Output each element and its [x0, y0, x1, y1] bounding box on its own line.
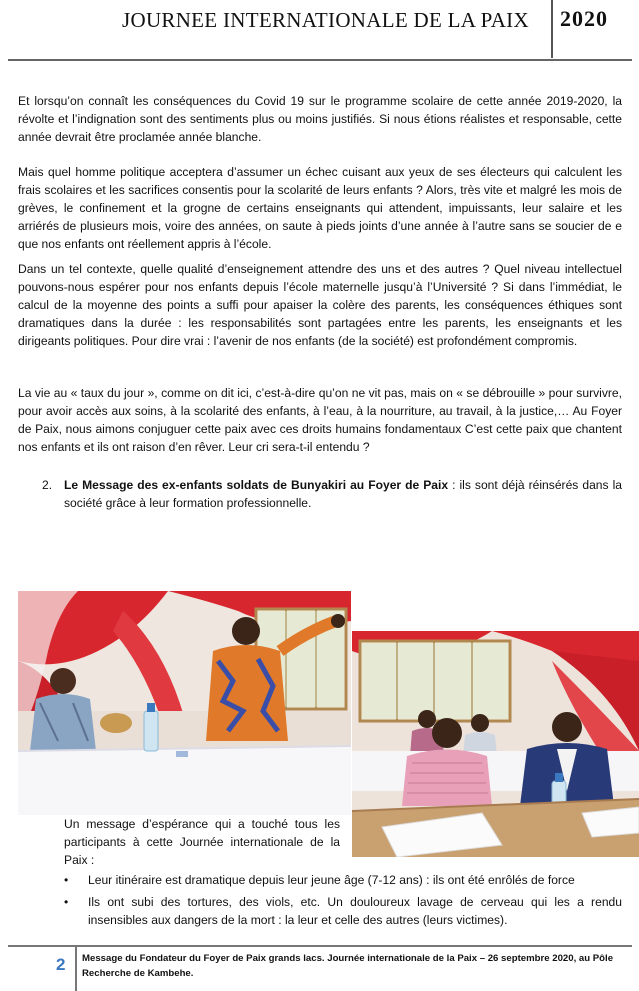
photo-caption: Un message d’espérance qui a touché tous les participants à cette Journée internationale de la Paix :: [64, 817, 340, 867]
paragraph-4: La vie au « taux du jour », comme on dit ici, c’est-à-dire qu’on ne vit pas, mais on « se débrouille » pour survivre, pour avoir accès aux soins, à la scolarité des enfants, à l’eau, à la nourriture, au travail, à la justice,… Au Foyer de Paix, nous aimons conjuguer cette paix avec ces droits humains fondamentaux C’est cette paix que chantent nos enfants et ils ont raison d’en rêver. Leur cri sera-t-il entendu ?: [18, 386, 622, 454]
header-divider: [551, 0, 553, 58]
item-number: 2.: [42, 478, 53, 492]
footer-divider: [75, 947, 77, 991]
paragraph-3: Dans un tel contexte, quelle qualité d’enseignement attendre des uns et des autres ? Quel niveau intellectuel pouvons-nous espérer pour nos enfants depuis l’école maternelle jusqu’à l’Université ? Si dans l’immédiat, le calcul de la moyenne des points a suffi pour apaiser la colère des parents, les conséquences éthiques sont dramatiques dans la durée : les responsabilités sont partagées entre les parents, les enseignants et les dirigeants politiques. Pour dire vrai : l’avenir de nos enfants (de la société) est profondément compromis.: [18, 262, 622, 348]
document-header-title: JOURNEE INTERNATIONALE DE LA PAIX: [122, 8, 529, 32]
document-header-year: 2020: [560, 6, 608, 31]
bullet-text: Leur itinéraire est dramatique depuis leur jeune âge (7-12 ans) : ils ont été enrôlés de force: [88, 873, 575, 887]
speaker-photo-illustration: [18, 591, 351, 815]
page-number: 2: [56, 955, 66, 974]
list-item: [64, 893, 622, 929]
paragraph-1: Et lorsqu’on connaît les conséquences du Covid 19 sur le programme scolaire de cette année 2019-2020, la révolte et l’indignation sont des sentiments plus ou moins justifiés. Si nous étions réalistes et responsable, cette année devrait être proclamée année blanche.: [18, 94, 622, 144]
footer-rule: [8, 945, 632, 947]
bullet-list: [64, 871, 622, 929]
item-description: : ils sont déjà réinsérés dans la société grâce à leur formation professionnelle.: [64, 478, 622, 510]
item-heading: Le Message des ex-enfants soldats de Bunyakiri au Foyer de Paix: [64, 478, 449, 492]
list-item: [64, 871, 622, 889]
item-text: [64, 476, 622, 512]
paragraph-2: Mais quel homme politique acceptera d’assumer un échec cuisant aux yeux de ses électeurs qui calculent les frais scolaires et les sacrifices consentis pour la scolarité de leurs enfants ? Alors, très vite et malgré les mois de grèves, le confinement et la grogne de certains enseignants qui attendent, impuissants, leur salaire et les arriérés de plusieurs mois, voire des années, on saute à pieds joints d’une année à l’autre sans se soucier de e que nos enfants ont réellement appris à l’école.: [18, 165, 622, 251]
header-rule: [8, 59, 632, 61]
bullet-icon: •: [64, 873, 69, 887]
audience-photo-illustration: [352, 631, 639, 857]
event-photo-speaker: [18, 591, 351, 815]
event-photo-audience: [352, 631, 639, 857]
bullet-icon: •: [64, 895, 69, 909]
footer-text: Message du Fondateur du Foyer de Paix grands lacs. Journée internationale de la Paix – 26 septembre 2020, au Pôle Recherche de Kambehe.: [82, 953, 614, 979]
bullet-text: Ils ont subi des tortures, des viols, etc. Un douloureux lavage de cerveau qui les a rendu insensibles aux dangers de la mort : la leur et celle des autres (leurs victimes).: [88, 895, 622, 927]
